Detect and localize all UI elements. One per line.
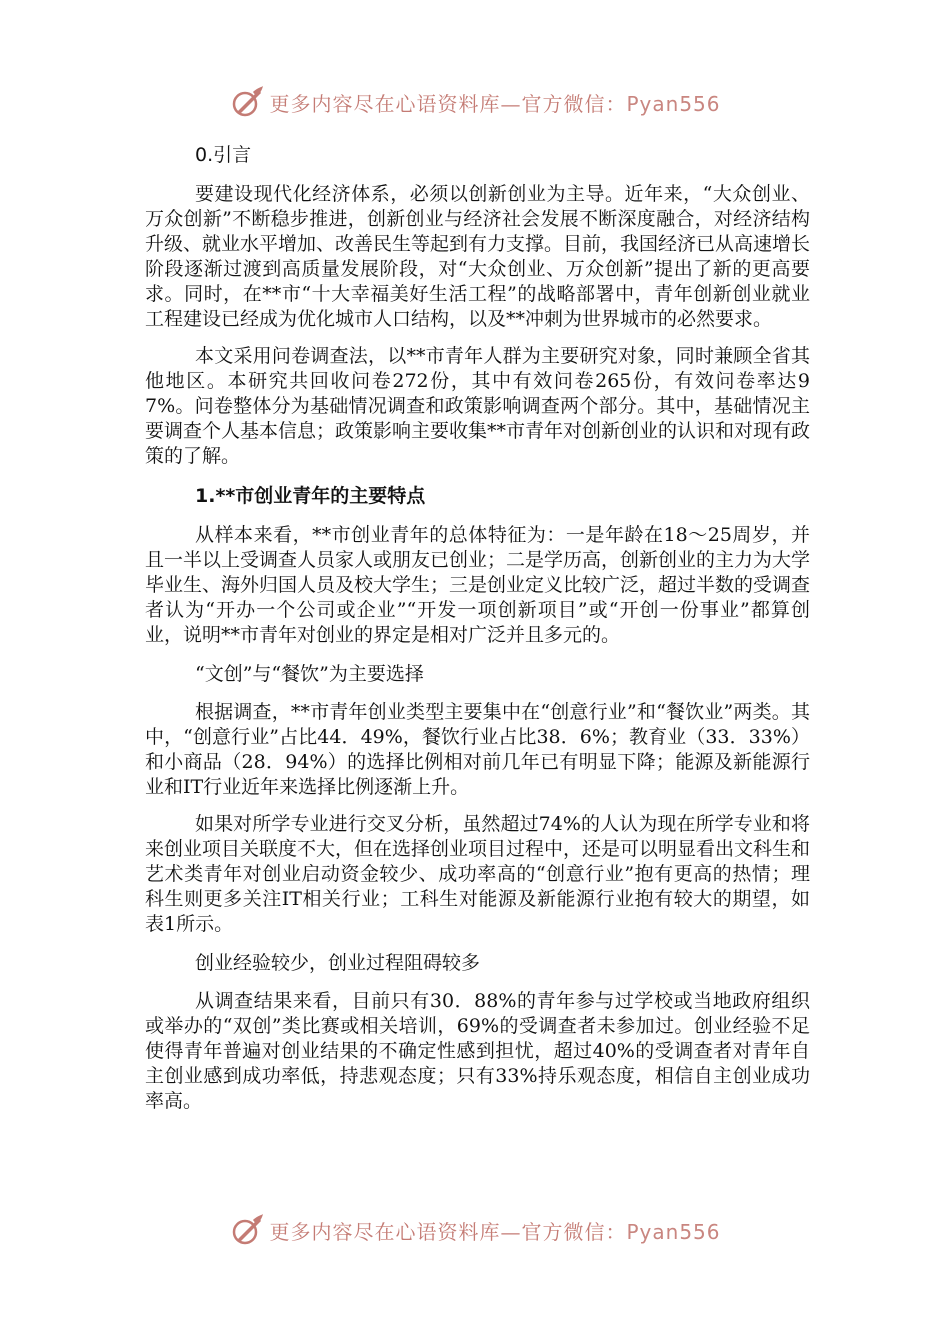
intro-paragraph-2: 本文采用问卷调查法，以**市青年人群为主要研究对象，同时兼顾全省其他地区。本研究共回收问卷272份，其中有效问卷265份，有效问卷率达97%。问卷整体分为基础情况调查和政策影响调查两个部分。其中，基础情况主要调查个人基本信息；政策影响主要收集**市青年对创新创业的认识和对现有政策的了解。 xyxy=(145,345,811,467)
banner-text: 更多内容尽在心语资料库—官方微信：Pyan556 xyxy=(269,91,721,116)
section-1-subheading-2: 创业经验较少，创业过程阻碍较多 xyxy=(195,952,481,974)
intro-paragraph-1: 要建设现代化经济体系，必须以创新创业为主导。近年来，“大众创业、万众创新”不断稳步推进，创新创业与经济社会发展不断深度融合，对经济结构升级、就业水平增加、改善民生等起到有力支撑。目前，我国经济已从高速增长阶段逐渐过渡到高质量发展阶段，对“大众创业、万众创新”提出了新的更高要求。同时，在**市“十大幸福美好生活工程”的战略部署中，青年创新创业就业工程建设已经成为优化城市人口结构，以及**冲刺为世界城市的必然要求。 xyxy=(145,183,811,330)
section-1-subheading-1: “文创”与“餐饮”为主要选择 xyxy=(195,663,424,685)
banner-text: 更多内容尽在心语资料库—官方微信：Pyan556 xyxy=(269,1219,721,1244)
section-1-paragraph-1: 从样本来看，**市创业青年的总体特征为：一是年龄在18～25周岁，并且一半以上受调查人员家人或朋友已创业；二是学历高，创新创业的主力为大学毕业生、海外归国人员及校大学生；三是创业定义比较广泛，超过半数的受调查者认为“开办一个公司或企业”“开发一项创新项目”或“开创一份事业”都算创业，说明**市青年对创业的界定是相对广泛并且多元的。 xyxy=(145,524,811,646)
intro-heading: 0.引言 xyxy=(195,144,252,166)
section-1-paragraph-2: 根据调查，**市青年创业类型主要集中在“创意行业”和“餐饮业”两类。其中，“创意行业”占比44．49%，餐饮行业占比38．6%；教育业（33．33%）和小商品（28．94%）的选择比例相对前几年已有明显下降；能源及新能源行业和IT行业近年来选择比例逐渐上升。 xyxy=(145,701,810,798)
section-1-paragraph-3: 如果对所学专业进行交叉分析，虽然超过74%的人认为现在所学专业和将来创业项目关联度不大，但在选择创业项目过程中，还是可以明显看出文科生和艺术类青年对创业启动资金较少、成功率高的“创意行业”抱有更高的热情；理科生则更多关注IT相关行业；工科生对能源及新能源行业抱有较大的期望，如表1所示。 xyxy=(145,813,811,935)
quill-logo-icon xyxy=(229,84,265,120)
quill-logo-icon xyxy=(229,1212,265,1248)
document-body xyxy=(145,140,810,1126)
header-banner xyxy=(0,82,950,122)
section-1-paragraph-4: 从调查结果来看，目前只有30．88%的青年参与过学校或当地政府组织或举办的“双创”类比赛或相关培训，69%的受调查者未参加过。创业经验不足使得青年普遍对创业结果的不确定性感到担忧，超过40%的受调查者对青年自主创业感到成功率低，持悲观态度；只有33%持乐观态度，相信自主创业成功率高。 xyxy=(145,990,810,1112)
section-1-heading: 1.**市创业青年的主要特点 xyxy=(195,485,426,507)
footer-banner xyxy=(0,1210,950,1250)
